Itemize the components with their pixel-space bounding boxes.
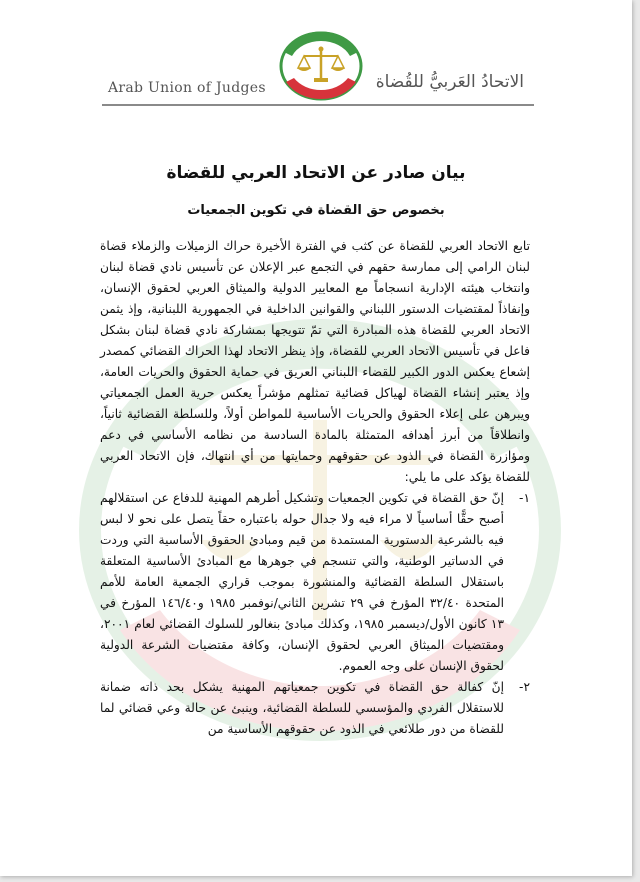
list-item	[100, 488, 530, 677]
item-text: إنّ حق القضاة في تكوين الجمعيات وتشكيل أطرهم المهنية للدفاع عن استقلالهم أصبح حقًّا أساسياً لا مراء فيه ولا جدال حوله باعتباره حقاً يتصل على نحو لا لبس فيه بالشرعية الدستورية المستمدة من قيم ومبادئ الحقوق الأساسية التي وردت في الدساتير الوطنية، والتي تنسجم في جوهرها مع المبادئ الأساسية المتعلقة باستقلال السلطة القضائية والمنشورة بموجب قراري الجمعية العامة للأمم المتحدة ٣٢/٤٠ المؤرخ في ٢٩ تشرين الثاني/نوفمبر ١٩٨٥ و١٤٦/٤٠ المؤرخ في ١٣ كانون الأول/ديسمبر ١٩٨٥، وكذلك مبادئ بنغالور للسلوك القضائي لعام ٢٠٠١، ومقتضيات الميثاق العربي لحقوق الإنسان، وكافة مقتضيات الشرعة الدولية لحقوق الإنسان على وجه العموم.	[100, 491, 504, 673]
org-name-ar: الاتحادُ العَربيُّ للقُضاة	[375, 72, 524, 92]
letterhead	[0, 0, 632, 112]
statement-title: بيان صادر عن الاتحاد العربي للقضاة	[166, 163, 466, 183]
item-text: إنّ كفالة حق القضاة في تكوين جمعياتهم المهنية يشكل بحد ذاته ضمانة للاستقلال الفردي والمؤسسي للسلطة القضائية، وينبئ عن حالة وعي قضائي لما للقضاة من دور طلائعي في الذود عن حقوقهم الأساسية من	[100, 680, 504, 736]
intro-paragraph: تابع الاتحاد العربي للقضاة عن كثب في الفترة الأخيرة حراك الزميلات والزملاء قضاة لبنان الرامي إلى ممارسة حقهم في التجمع عبر الإعلان عن تأسيس نادي قضاة لبنان وانتخاب هيئته الإدارية انسجاماً مع المعايير الدولية والميثاق العربي لحقوق الإنسان، وإنفاذاً لمقتضيات الدستور اللبناني والقوانين الداخلية في الجمهورية اللبنانية، وإذ يثمن الاتحاد العربي للقضاة هذه المبادرة التي تمّ تتويجها بمشاركة نادي قضاة لبنان بشكل فاعل في تأسيس الاتحاد العربي للقضاة، وإذ ينظر الاتحاد لهذا الحراك القضائي كمصدر إشعاع يعكس الدور الكبير للقضاء اللبناني العريق في حماية الحقوق والحريات العامة، وإذ يعتبر إنشاء القضاة لهياكل قضائية تمثلهم مؤشراً يعكس حرية العمل الجمعياتي ويبرهن على إعلاء الحقوق والحريات الأساسية للمواطن أولاً، وللسلطة القضائية ثانياً، وانطلاقاً من أبرز أهدافه المتمثلة بالمادة السادسة من نظامه الأساسي في دعم ومؤازرة القضاة في الذود عن حقوقهم وحمايتها من أي انتهاك، فإن الاتحاد العربي للقضاة يؤكد على ما يلي:	[100, 239, 530, 484]
scales-of-justice-emblem-icon	[276, 26, 366, 102]
header-divider	[102, 104, 534, 106]
statement-body	[100, 236, 530, 740]
statement-subtitle: بخصوص حق القضاة في تكوين الجمعيات	[187, 203, 445, 218]
item-number: ٢-	[519, 680, 530, 694]
org-name-en: Arab Union of Judges	[108, 80, 266, 96]
list-item	[100, 677, 530, 740]
item-number: ١-	[519, 491, 530, 505]
